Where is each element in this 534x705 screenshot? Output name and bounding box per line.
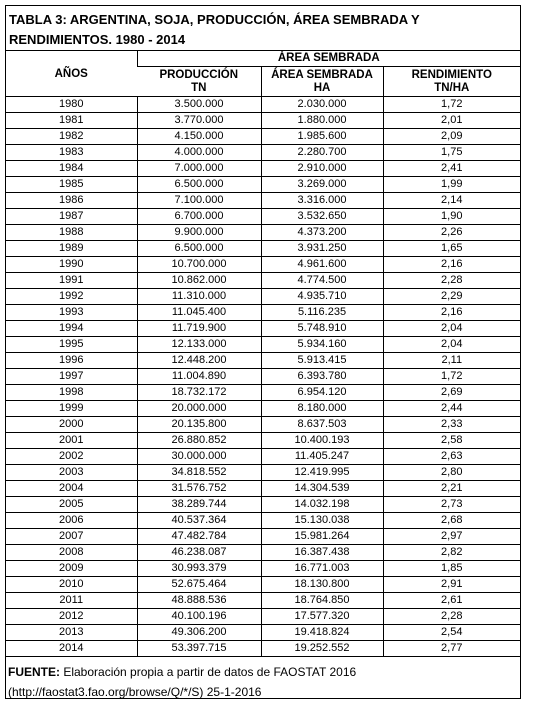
table-row (6, 257, 520, 273)
cell-produccion: 49.306.200 (137, 625, 261, 641)
cell-year: 1993 (6, 305, 137, 321)
cell-produccion: 11.045.400 (137, 305, 261, 321)
cell-area: 2.280.700 (261, 145, 383, 161)
header-area (261, 67, 383, 97)
cell-year: 1991 (6, 273, 137, 289)
cell-produccion: 31.576.752 (137, 481, 261, 497)
table-row (6, 385, 520, 401)
cell-produccion: 26.880.852 (137, 433, 261, 449)
header-produccion (137, 67, 261, 97)
table-frame (5, 5, 521, 699)
cell-year: 2005 (6, 497, 137, 513)
cell-produccion: 10.862.000 (137, 273, 261, 289)
cell-area: 2.030.000 (261, 97, 383, 113)
cell-year: 1995 (6, 337, 137, 353)
cell-year: 2012 (6, 609, 137, 625)
cell-rendimiento: 2,26 (383, 225, 520, 241)
cell-rendimiento: 2,44 (383, 401, 520, 417)
cell-rendimiento: 2,14 (383, 193, 520, 209)
cell-produccion: 52.675.464 (137, 577, 261, 593)
table-row (6, 625, 520, 641)
cell-rendimiento: 2,80 (383, 465, 520, 481)
cell-year: 1998 (6, 385, 137, 401)
cell-area: 3.532.650 (261, 209, 383, 225)
cell-area: 14.304.539 (261, 481, 383, 497)
cell-produccion: 46.238.087 (137, 545, 261, 561)
cell-year: 1988 (6, 225, 137, 241)
cell-rendimiento: 2,16 (383, 257, 520, 273)
cell-year: 2011 (6, 593, 137, 609)
cell-rendimiento: 2,28 (383, 273, 520, 289)
cell-produccion: 12.133.000 (137, 337, 261, 353)
cell-produccion: 38.289.744 (137, 497, 261, 513)
cell-produccion: 11.310.000 (137, 289, 261, 305)
table-row (6, 609, 520, 625)
table-row (6, 305, 520, 321)
source-url: (http://faostat3.fao.org/browse/Q/*/S) 25-1-2016 (8, 685, 262, 699)
cell-produccion: 30.000.000 (137, 449, 261, 465)
cell-area: 6.393.780 (261, 369, 383, 385)
table-row (6, 449, 520, 465)
cell-area: 4.774.500 (261, 273, 383, 289)
cell-area: 4.961.600 (261, 257, 383, 273)
cell-year: 1982 (6, 129, 137, 145)
cell-rendimiento: 2,77 (383, 641, 520, 657)
cell-area: 3.316.000 (261, 193, 383, 209)
cell-rendimiento: 1,72 (383, 369, 520, 385)
cell-area: 3.931.250 (261, 241, 383, 257)
cell-produccion: 10.700.000 (137, 257, 261, 273)
cell-rendimiento: 2,04 (383, 337, 520, 353)
cell-rendimiento: 1,85 (383, 561, 520, 577)
cell-area: 1.985.600 (261, 129, 383, 145)
cell-year: 1990 (6, 257, 137, 273)
cell-produccion: 53.397.715 (137, 641, 261, 657)
table-row (6, 529, 520, 545)
table-title (9, 10, 519, 50)
table-row (6, 321, 520, 337)
header-produccion-label: PRODUCCIÓN (159, 68, 239, 81)
cell-produccion: 40.537.364 (137, 513, 261, 529)
cell-rendimiento: 2,54 (383, 625, 520, 641)
source-label: FUENTE: (8, 665, 60, 679)
header-area-label: ÁREA SEMBRADA (271, 68, 373, 81)
cell-year: 1996 (6, 353, 137, 369)
cell-area: 5.934.160 (261, 337, 383, 353)
cell-rendimiento: 2,04 (383, 321, 520, 337)
cell-area: 16.771.003 (261, 561, 383, 577)
cell-area: 18.764.850 (261, 593, 383, 609)
cell-produccion: 11.719.900 (137, 321, 261, 337)
cell-produccion: 20.135.800 (137, 417, 261, 433)
cell-year: 1997 (6, 369, 137, 385)
cell-rendimiento: 2,29 (383, 289, 520, 305)
cell-rendimiento: 2,82 (383, 545, 520, 561)
cell-area: 19.418.824 (261, 625, 383, 641)
cell-rendimiento: 2,21 (383, 481, 520, 497)
cell-rendimiento: 1,65 (383, 241, 520, 257)
cell-area: 4.935.710 (261, 289, 383, 305)
cell-year: 1985 (6, 177, 137, 193)
cell-produccion: 20.000.000 (137, 401, 261, 417)
cell-year: 1999 (6, 401, 137, 417)
cell-area: 17.577.320 (261, 609, 383, 625)
cell-produccion: 30.993.379 (137, 561, 261, 577)
cell-year: 2013 (6, 625, 137, 641)
title-line-1: TABLA 3: ARGENTINA, SOJA, PRODUCCIÓN, ÁREA SEMBRADA Y (9, 12, 420, 27)
cell-produccion: 7.000.000 (137, 161, 261, 177)
cell-rendimiento: 2,09 (383, 129, 520, 145)
cell-year: 2009 (6, 561, 137, 577)
cell-rendimiento: 2,41 (383, 161, 520, 177)
data-table (6, 51, 520, 657)
cell-produccion: 47.482.784 (137, 529, 261, 545)
cell-year: 1992 (6, 289, 137, 305)
cell-year: 2007 (6, 529, 137, 545)
cell-area: 2.910.000 (261, 161, 383, 177)
table-row (6, 513, 520, 529)
cell-area: 15.981.264 (261, 529, 383, 545)
table-row (6, 353, 520, 369)
cell-produccion: 11.004.890 (137, 369, 261, 385)
cell-produccion: 34.818.552 (137, 465, 261, 481)
cell-produccion: 6.700.000 (137, 209, 261, 225)
title-line-2: RENDIMIENTOS. 1980 - 2014 (9, 32, 186, 47)
table-row (6, 161, 520, 177)
table-row (6, 433, 520, 449)
cell-area: 5.913.415 (261, 353, 383, 369)
cell-produccion: 40.100.196 (137, 609, 261, 625)
table-row (6, 545, 520, 561)
table-row (6, 177, 520, 193)
cell-year: 2001 (6, 433, 137, 449)
table-row (6, 417, 520, 433)
table-row (6, 481, 520, 497)
table-row (6, 97, 520, 113)
cell-rendimiento: 1,72 (383, 97, 520, 113)
cell-year: 2002 (6, 449, 137, 465)
cell-year: 1984 (6, 161, 137, 177)
cell-produccion: 4.150.000 (137, 129, 261, 145)
cell-area: 8.180.000 (261, 401, 383, 417)
table-row (6, 289, 520, 305)
cell-area: 4.373.200 (261, 225, 383, 241)
cell-produccion: 6.500.000 (137, 177, 261, 193)
cell-produccion: 4.000.000 (137, 145, 261, 161)
source-note (8, 662, 518, 702)
cell-area: 1.880.000 (261, 113, 383, 129)
cell-rendimiento: 1,75 (383, 145, 520, 161)
header-rendimiento-label: RENDIMIENTO (411, 68, 492, 81)
cell-rendimiento: 2,61 (383, 593, 520, 609)
cell-rendimiento: 2,11 (383, 353, 520, 369)
source-text: Elaboración propia a partir de datos de FAOSTAT 2016 (60, 665, 357, 679)
cell-produccion: 7.100.000 (137, 193, 261, 209)
table-row (6, 561, 520, 577)
cell-rendimiento: 2,58 (383, 433, 520, 449)
cell-produccion: 3.500.000 (137, 97, 261, 113)
table-row (6, 113, 520, 129)
cell-area: 6.954.120 (261, 385, 383, 401)
table-row (6, 145, 520, 161)
cell-rendimiento: 2,97 (383, 529, 520, 545)
cell-rendimiento: 2,33 (383, 417, 520, 433)
cell-area: 18.130.800 (261, 577, 383, 593)
cell-produccion: 9.900.000 (137, 225, 261, 241)
header-produccion-unit: TN (191, 81, 207, 94)
cell-year: 2006 (6, 513, 137, 529)
header-area-group: ÁREA SEMBRADA (137, 51, 520, 67)
cell-produccion: 18.732.172 (137, 385, 261, 401)
table-row (6, 209, 520, 225)
cell-rendimiento: 2,63 (383, 449, 520, 465)
cell-rendimiento: 2,16 (383, 305, 520, 321)
cell-area: 5.116.235 (261, 305, 383, 321)
cell-area: 15.130.038 (261, 513, 383, 529)
table-row (6, 337, 520, 353)
table-body (6, 97, 520, 657)
cell-year: 2004 (6, 481, 137, 497)
cell-year: 1980 (6, 97, 137, 113)
cell-year: 1986 (6, 193, 137, 209)
cell-rendimiento: 2,69 (383, 385, 520, 401)
cell-year: 1987 (6, 209, 137, 225)
cell-year: 1981 (6, 113, 137, 129)
table-row (6, 577, 520, 593)
table-row (6, 225, 520, 241)
cell-rendimiento: 2,73 (383, 497, 520, 513)
cell-produccion: 12.448.200 (137, 353, 261, 369)
cell-produccion: 48.888.536 (137, 593, 261, 609)
header-rendimiento (383, 67, 520, 97)
table-row (6, 465, 520, 481)
table-row (6, 369, 520, 385)
cell-area: 5.748.910 (261, 321, 383, 337)
cell-rendimiento: 1,99 (383, 177, 520, 193)
table-row (6, 593, 520, 609)
cell-produccion: 6.500.000 (137, 241, 261, 257)
cell-area: 8.637.503 (261, 417, 383, 433)
cell-year: 2008 (6, 545, 137, 561)
cell-area: 16.387.438 (261, 545, 383, 561)
cell-area: 10.400.193 (261, 433, 383, 449)
table-row (6, 641, 520, 657)
table-row (6, 241, 520, 257)
cell-area: 12.419.995 (261, 465, 383, 481)
cell-rendimiento: 2,68 (383, 513, 520, 529)
cell-area: 14.032.198 (261, 497, 383, 513)
cell-year: 2003 (6, 465, 137, 481)
cell-rendimiento: 2,28 (383, 609, 520, 625)
table-row (6, 497, 520, 513)
cell-produccion: 3.770.000 (137, 113, 261, 129)
cell-rendimiento: 2,01 (383, 113, 520, 129)
cell-rendimiento: 2,91 (383, 577, 520, 593)
cell-area: 3.269.000 (261, 177, 383, 193)
table-row (6, 129, 520, 145)
cell-rendimiento: 1,90 (383, 209, 520, 225)
table-row (6, 401, 520, 417)
cell-year: 1983 (6, 145, 137, 161)
table-row (6, 193, 520, 209)
cell-year: 2014 (6, 641, 137, 657)
header-years: AÑOS (6, 51, 137, 97)
cell-year: 2010 (6, 577, 137, 593)
header-area-unit: HA (313, 81, 331, 94)
cell-year: 2000 (6, 417, 137, 433)
header-rendimiento-unit: TN/HA (434, 81, 470, 94)
cell-year: 1989 (6, 241, 137, 257)
table-row (6, 273, 520, 289)
cell-year: 1994 (6, 321, 137, 337)
cell-area: 11.405.247 (261, 449, 383, 465)
cell-area: 19.252.552 (261, 641, 383, 657)
